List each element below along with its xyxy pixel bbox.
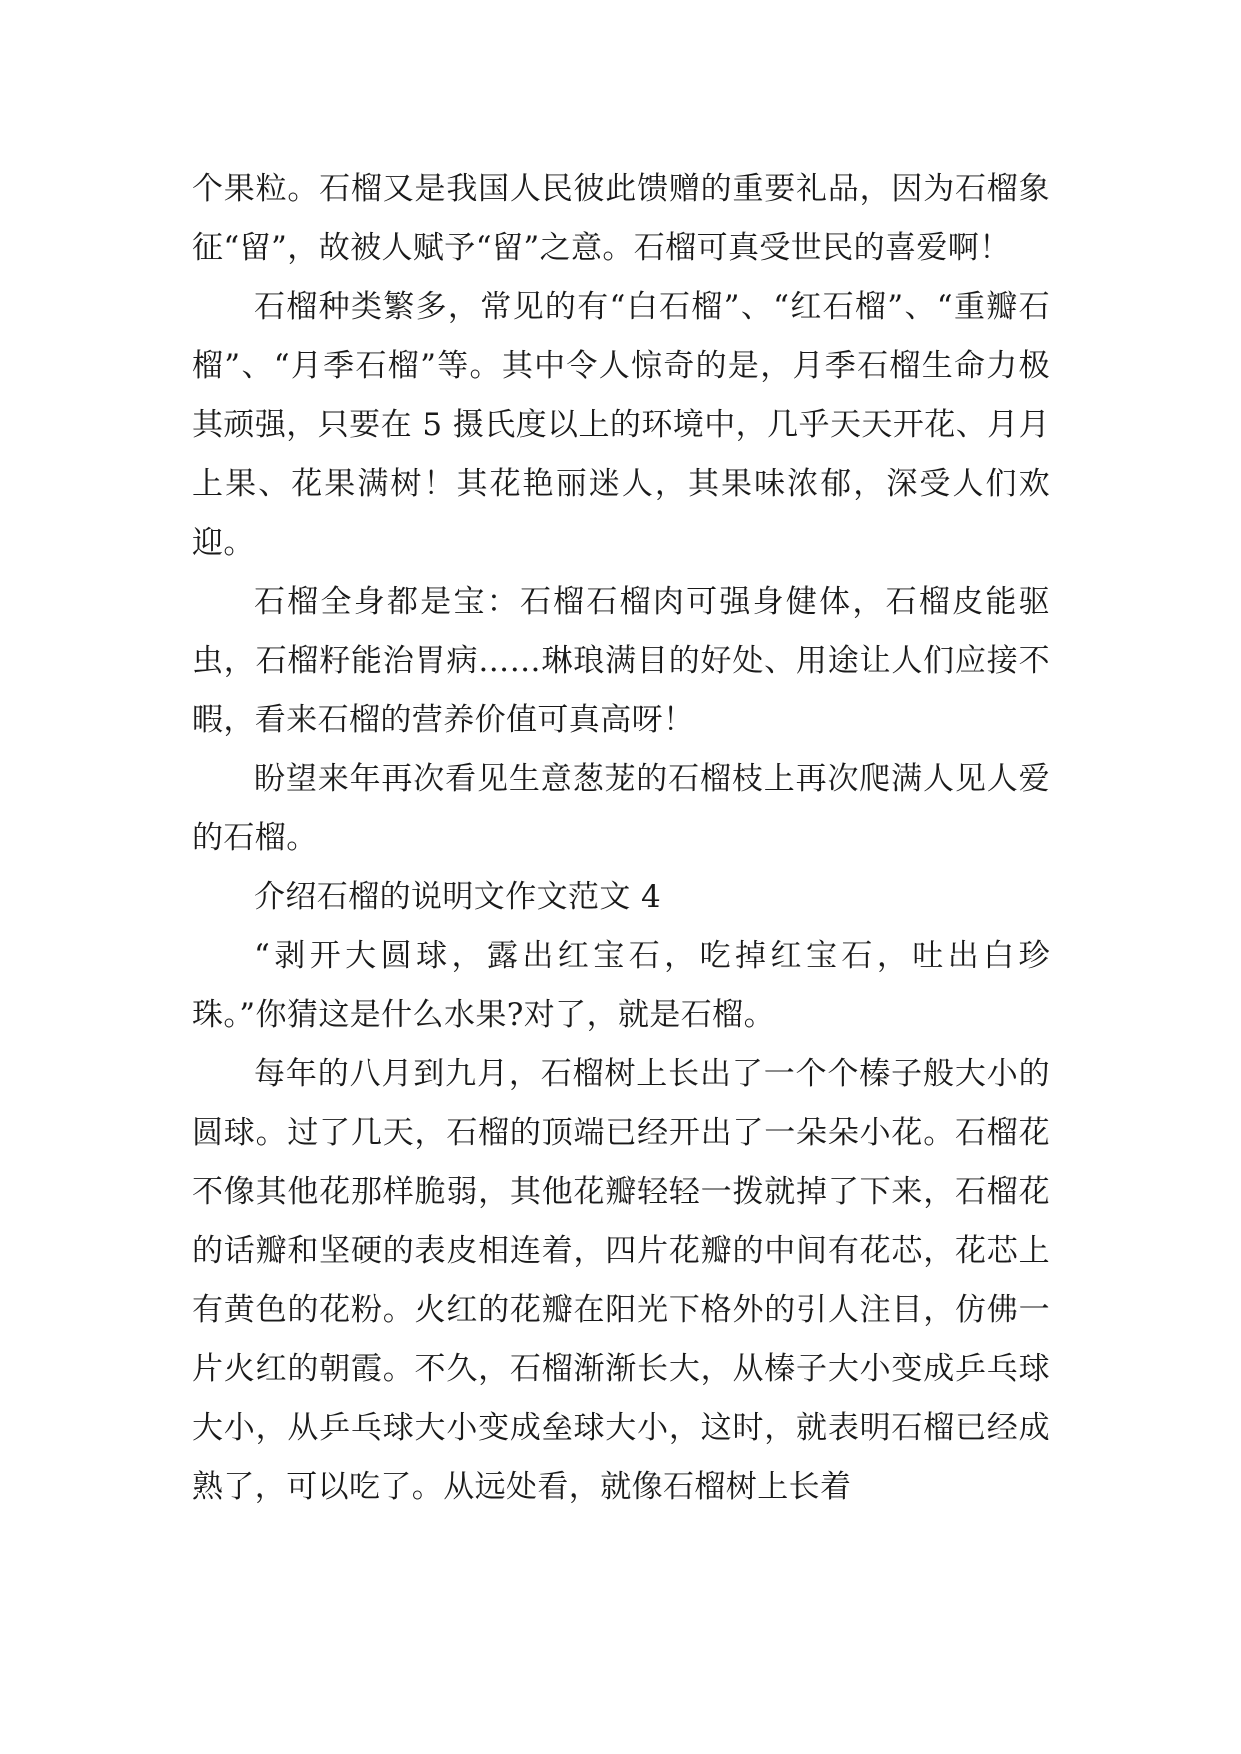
- paragraph-hope: 盼望来年再次看见生意葱茏的石榴枝上再次爬满人见人爱的石榴。: [192, 761, 1050, 856]
- paragraph-pomegranate-varieties: 石榴种类繁多，常见的有“白石榴”、“红石榴”、“重瓣石榴”、“月季石榴”等。其中令人惊奇的是，月季石榴生命力极其顽强，只要在 5 摄氏度以上的环境中，几乎天天开花、月月上果、花果满树！其花艳丽迷人，其果味浓郁，深受人们欢迎。: [192, 289, 1050, 561]
- paragraph-riddle: “剥开大圆球，露出红宝石，吃掉红宝石，吐出白珍珠。”你猜这是什么水果?对了，就是石榴。: [192, 938, 1050, 1033]
- paragraph-continuation: 个果粒。石榴又是我国人民彼此馈赠的重要礼品，因为石榴象征“留”，故被人赋予“留”之意。石榴可真受世民的喜爱啊！: [192, 171, 1050, 266]
- paragraph-growth: 每年的八月到九月，石榴树上长出了一个个榛子般大小的圆球。过了几天，石榴的顶端已经开出了一朵朵小花。石榴花不像其他花那样脆弱，其他花瓣轻轻一拨就掉了下来，石榴花的话瓣和坚硬的表皮相连着，四片花瓣的中间有花芯，花芯上有黄色的花粉。火红的花瓣在阳光下格外的引人注目，仿佛一片火红的朝霞。不久，石榴渐渐长大，从榛子大小变成乒乓球大小，从乒乓球大小变成垒球大小，这时，就表明石榴已经成熟了，可以吃了。从远处看，就像石榴树上长着: [192, 1056, 1050, 1505]
- section-heading: 介绍石榴的说明文作文范文 4: [254, 879, 662, 915]
- paragraph-pomegranate-benefits: 石榴全身都是宝：石榴石榴肉可强身健体，石榴皮能驱虫，石榴籽能治胃病……琳琅满目的好处、用途让人们应接不暇，看来石榴的营养价值可真高呀！: [192, 584, 1050, 738]
- document-body: [192, 160, 1050, 1517]
